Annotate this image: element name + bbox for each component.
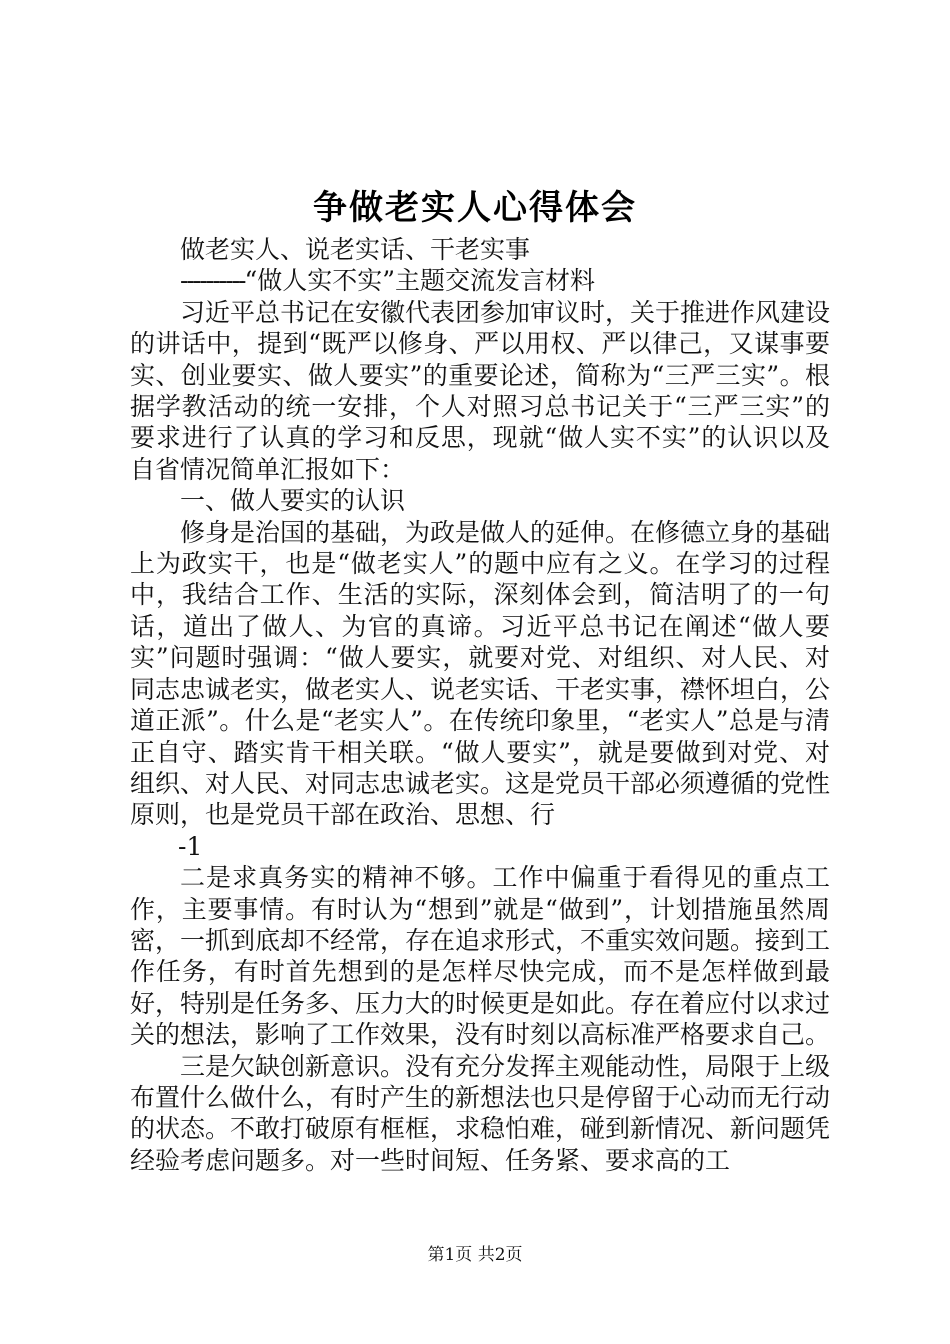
- page-marker: -1: [178, 831, 203, 861]
- document-body: [130, 234, 830, 1176]
- paragraph-section-1: 修身是治国的基础，为政是做人的延伸。在修德立身的基础上为政实干，也是“做老实人”的题中应有之义。在学习的过程中，我结合工作、生活的实际，深刻体会到，简洁明了的一句话，道出了做人、为官的真谛。习近平总书记在阐述“做人要实”问题时强调：“做人要实，就要对党、对组织、对人民、对同志忠诚老实，做老实人、说老实话、干老实事，襟怀坦白，公道正派”。什么是“老实人”。在传统印象里，“老实人”总是与清正自守、踏实肯干相关联。“做人要实”，就是要做到对党、对组织、对人民、对同志忠诚老实。这是党员干部必须遵循的党性原则，也是党员干部在政治、思想、行: [130, 517, 831, 830]
- subtitle-dashes: ----------: [180, 266, 245, 296]
- paragraph-intro: 习近平总书记在安徽代表团参加审议时，关于推进作风建设的讲话中，提到“既严以修身、严以用权、严以律己，又谋事要实、创业要实、做人要实”的重要论述，简称为“三严三实”。根据学教活动的统一安排，个人对照习总书记关于“三严三实”的要求进行了认真的学习和反思，现就“做人实不实”的认识以及自省情况简单汇报如下：: [130, 297, 831, 484]
- subtitle-text: “做人实不实”主题交流发言材料: [244, 266, 596, 296]
- page-footer: 第1页 共2页: [427, 1245, 523, 1265]
- subtitle-line-1: 做老实人、说老实话、干老实事: [180, 235, 531, 264]
- document-title: 争做老实人心得体会: [313, 188, 637, 228]
- subtitle-line-2: [130, 265, 830, 296]
- section-heading-1: 一、做人要实的认识: [180, 486, 406, 516]
- paragraph-point-3: 三是欠缺创新意识。没有充分发挥主观能动性，局限于上级布置什么做什么，有时产生的新想法也只是停留于心动而无行动的状态。不敢打破原有框框，求稳怕难，碰到新情况、新问题凭经验考虑问题多。对一些时间短、任务紧、要求高的工: [130, 1051, 831, 1175]
- paragraph-point-2: 二是求真务实的精神不够。工作中偏重于看得见的重点工作，主要事情。有时认为“想到”就是“做到”，计划措施虽然周密，一抓到底却不经常，存在追求形式，不重实效问题。接到工作任务，有时首先想到的是怎样尽快完成，而不是怎样做到最好，特别是任务多、压力大的时候更是如此。存在着应付以求过关的想法，影响了工作效果，没有时刻以高标准严格要求自己。: [130, 863, 831, 1050]
